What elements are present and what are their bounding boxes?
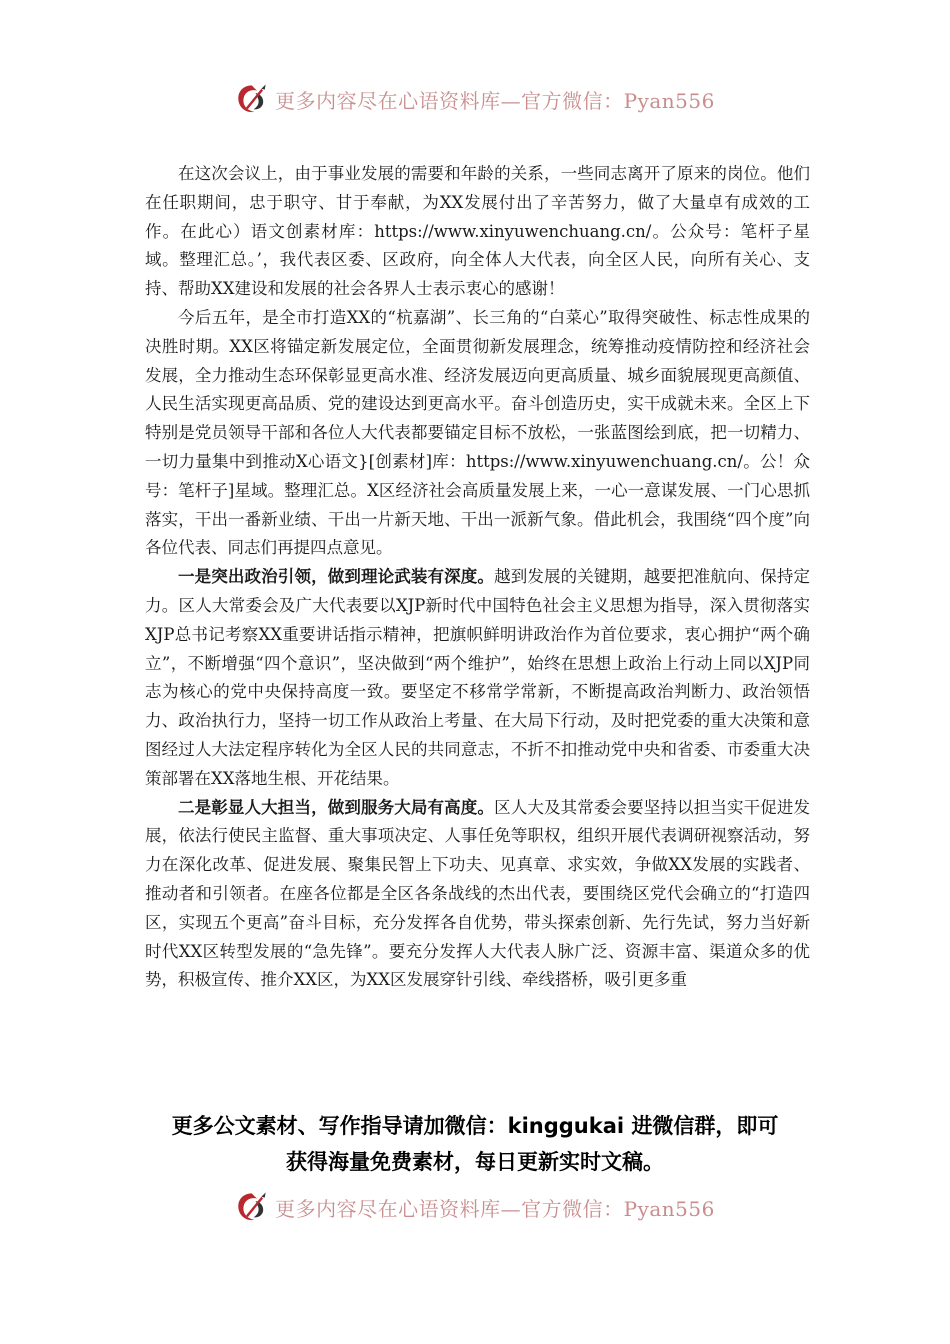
promo-line-2: 获得海量免费素材，每日更新实时文稿。 bbox=[286, 1150, 664, 1174]
article-body bbox=[145, 160, 810, 995]
footer-banner-text: 更多内容尽在心语资料库—官方微信：Pyan556 bbox=[275, 1196, 715, 1221]
paragraph-lead: 二是彰显人大担当，做到服务大局有高度。 bbox=[178, 797, 495, 817]
header-banner bbox=[0, 82, 950, 116]
paragraph-text: 越到发展的关键期，越要把准航向、保持定力。区人大常委会及广大代表要以XJP新时代中国特色社会主义思想为指导，深入贯彻落实XJP总书记考察XX重要讲话指示精神，把旗帜鲜明讲政治作为首位要求，衷心拥护“两个确立”，不断增强“四个意识”，坚决做到“两个维护”，始终在思想上政治上行动上同以XJP同志为核心的党中央保持高度一致。要坚定不移常学常新，不断提高政治判断力、政治领悟力、政治执行力，坚持一切工作从政治上考量、在大局下行动，及时把党委的重大决策和意图经过人大法定程序转化为全区人民的共同意志，不折不扣推动党中央和省委、市委重大决策部署在XX落地生根、开花结果。 bbox=[145, 567, 811, 788]
paragraph-political-guidance bbox=[145, 563, 810, 793]
paragraph-gratitude bbox=[145, 160, 810, 304]
paragraph-text: 区人大及其常委会要坚持以担当实干促进发展，依法行使民主监督、重大事项决定、人事任免等职权，组织开展代表调研视察活动，努力在深化改革、促进发展、聚集民智上下功夫、见真章、求实效，争做XX发展的实践者、推动者和引领者。在座各位都是全区各条战线的杰出代表，要围绕区党代会确立的“打造四区，实现五个更高”奋斗目标，充分发挥各自优势，带头探索创新、先行先试，努力当好新时代XX区转型发展的“急先锋”。要充分发挥人大代表人脉广泛、资源丰富、渠道众多的优势，积极宣传、推介XX区，为XX区发展穿针引线、牵线搭桥，吸引更多重 bbox=[145, 797, 811, 990]
quill-pen-logo-icon bbox=[235, 1190, 269, 1224]
promo-notice bbox=[100, 1108, 850, 1180]
paragraph-five-years bbox=[145, 304, 810, 563]
footer-banner bbox=[0, 1190, 950, 1224]
paragraph-text: 在这次会议上，由于事业发展的需要和年龄的关系，一些同志离开了原来的岗位。他们在任职期间，忠于职守、甘于奉献，为XX发展付出了辛苦努力，做了大量卓有成效的工作。在此心）语文创素材库：https://www.xinyuwenchuang.cn/。公众号：笔杆子星域。整理汇总。’，我代表区委、区政府，向全体人大代表，向全区人民，向所有关心、支持、帮助XX建设和发展的社会各界人士表示衷心的感谢！ bbox=[145, 164, 810, 299]
header-banner-text: 更多内容尽在心语资料库—官方微信：Pyan556 bbox=[275, 88, 715, 113]
paragraph-peoples-congress bbox=[145, 794, 810, 996]
paragraph-lead: 一是突出政治引领，做到理论武装有深度。 bbox=[178, 567, 495, 587]
quill-pen-logo-icon bbox=[235, 82, 269, 116]
promo-line-1: 更多公文素材、写作指导请加微信：kinggukai 进微信群，即可 bbox=[171, 1114, 779, 1138]
paragraph-text: 今后五年，是全市打造XX的“杭嘉湖”、长三角的“白菜心”取得突破性、标志性成果的决胜时期。XX区将锚定新发展定位，全面贯彻新发展理念，统筹推动疫情防控和经济社会发展，全力推动生态环保彰显更高水准、经济发展迈向更高质量、城乡面貌展现更高颜值、人民生活实现更高品质、党的建设达到更高水平。奋斗创造历史，实干成就未来。全区上下特别是党员领导干部和各位人大代表都要锚定目标不放松，一张蓝图绘到底，把一切精力、一切力量集中到推动X心语文}[创素材]库：https://www.xinyuwenchuang.cn/。公！众号：笔杆子]星域。整理汇总。X区经济社会高质量发展上来，一心一意谋发展、一门心思抓落实，干出一番新业绩、干出一片新天地、干出一派新气象。借此机会，我围绕“四个度”向各位代表、同志们再提四点意见。 bbox=[145, 307, 810, 558]
